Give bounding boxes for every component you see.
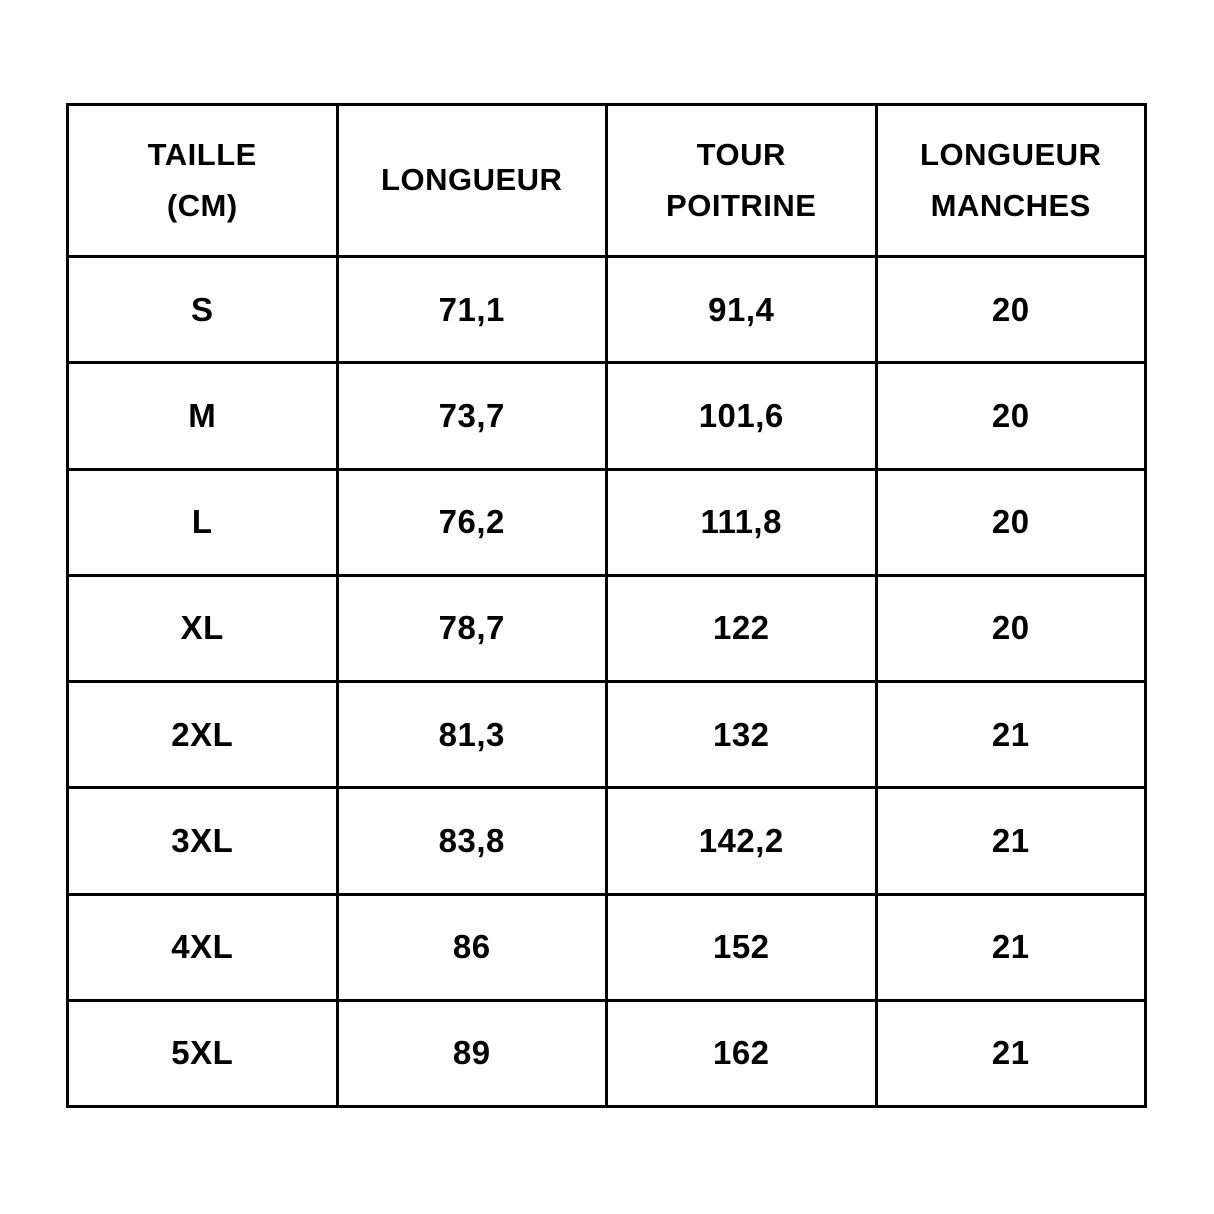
- cell-size: XL: [68, 575, 338, 681]
- cell-tour-poitrine: 132: [607, 682, 877, 788]
- cell-longueur-manches: 20: [876, 575, 1146, 681]
- header-taille-line-1: TAILLE: [147, 137, 257, 173]
- cell-size: 5XL: [68, 1000, 338, 1106]
- cell-longueur-manches: 21: [876, 788, 1146, 894]
- table-row-xl: [68, 575, 1146, 681]
- cell-size: 3XL: [68, 788, 338, 894]
- cell-longueur: 78,7: [337, 575, 607, 681]
- cell-tour-poitrine: 101,6: [607, 363, 877, 469]
- cell-size: 4XL: [68, 894, 338, 1000]
- header-taille-cm: [68, 105, 338, 257]
- header-taille-line-2: (CM): [166, 187, 238, 223]
- header-tour-poitrine-line-1: TOUR: [696, 137, 786, 173]
- header-longueur: [337, 105, 607, 257]
- cell-longueur: 71,1: [337, 257, 607, 363]
- cell-tour-poitrine: 152: [607, 894, 877, 1000]
- cell-tour-poitrine: 91,4: [607, 257, 877, 363]
- cell-longueur-manches: 20: [876, 469, 1146, 575]
- table-row-4xl: [68, 894, 1146, 1000]
- cell-longueur: 89: [337, 1000, 607, 1106]
- header-row: [68, 105, 1146, 257]
- cell-longueur-manches: 21: [876, 894, 1146, 1000]
- cell-longueur-manches: 21: [876, 1000, 1146, 1106]
- header-longueur-line-1: LONGUEUR: [381, 162, 563, 198]
- cell-size: L: [68, 469, 338, 575]
- cell-longueur: 81,3: [337, 682, 607, 788]
- size-chart-header: [68, 105, 1146, 257]
- table-row-5xl: [68, 1000, 1146, 1106]
- cell-tour-poitrine: 162: [607, 1000, 877, 1106]
- cell-longueur: 86: [337, 894, 607, 1000]
- header-tour-poitrine-line-2: POITRINE: [666, 187, 817, 223]
- cell-tour-poitrine: 142,2: [607, 788, 877, 894]
- cell-longueur: 76,2: [337, 469, 607, 575]
- table-row-s: [68, 257, 1146, 363]
- cell-longueur-manches: 20: [876, 363, 1146, 469]
- cell-longueur: 83,8: [337, 788, 607, 894]
- cell-longueur-manches: 21: [876, 682, 1146, 788]
- cell-size: 2XL: [68, 682, 338, 788]
- cell-tour-poitrine: 111,8: [607, 469, 877, 575]
- header-longueur-manches: [876, 105, 1146, 257]
- table-row-m: [68, 363, 1146, 469]
- cell-size: S: [68, 257, 338, 363]
- header-longueur-manches-line-2: MANCHES: [930, 187, 1091, 223]
- cell-longueur: 73,7: [337, 363, 607, 469]
- size-chart-table: [66, 103, 1147, 1108]
- header-longueur-manches-line-1: LONGUEUR: [920, 137, 1102, 173]
- table-row-l: [68, 469, 1146, 575]
- size-chart-body: [68, 257, 1146, 1107]
- cell-size: M: [68, 363, 338, 469]
- table-row-2xl: [68, 682, 1146, 788]
- cell-tour-poitrine: 122: [607, 575, 877, 681]
- table-row-3xl: [68, 788, 1146, 894]
- cell-longueur-manches: 20: [876, 257, 1146, 363]
- header-tour-poitrine: [607, 105, 877, 257]
